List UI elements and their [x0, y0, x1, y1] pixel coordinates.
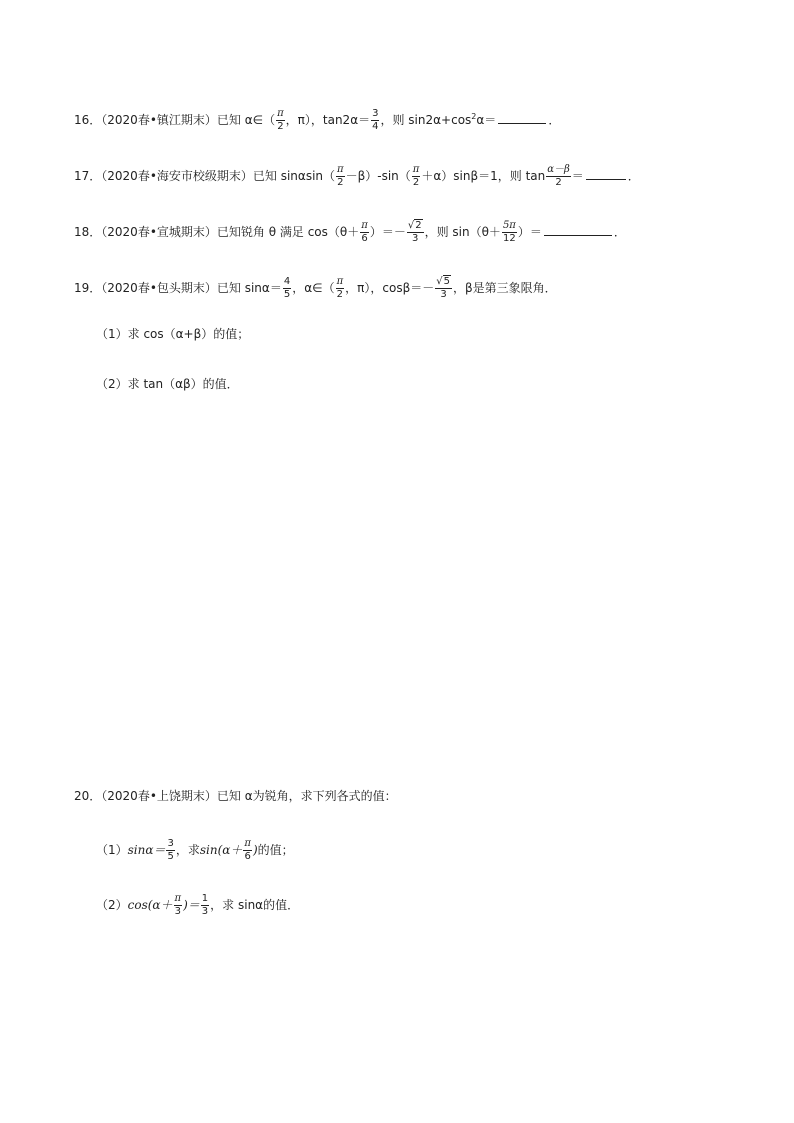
q20-part-1: [96, 838, 754, 863]
q16-number: 16．: [74, 113, 102, 127]
sqrt-symbol: √2: [407, 220, 422, 231]
q18-source: （2020春•宣城期末）: [101, 225, 217, 239]
q17-fraction-pi-2: $\frac{\pi}{2}$: [337, 164, 344, 188]
q20-part-2-label: （2）: [96, 898, 128, 912]
sqrt-symbol: √5: [436, 276, 450, 287]
q19-text: ，β是第三象限角．: [452, 281, 557, 295]
q19-part-2: （2）求 tan（αβ）的值．: [96, 377, 239, 391]
q19-fraction-sqrt5-3: $\frac{√5}{3}$: [436, 276, 450, 300]
q19-fraction-pi-2: $\frac{\pi}{2}$: [336, 276, 344, 300]
q16-end: ．: [548, 113, 561, 127]
q18-end: ．: [613, 225, 626, 239]
q16-superscript: 2: [471, 112, 477, 121]
q16-answer-blank[interactable]: [498, 111, 546, 124]
q20-p2-text: ，求 sinα的值．: [210, 898, 300, 912]
q17-text: 已知 sinαsin（: [252, 169, 336, 183]
q19-source: （2020春•包头期末）: [101, 281, 217, 295]
q17-number: 17．: [74, 169, 102, 183]
q20-p1-text: sinα＝: [127, 843, 166, 857]
q20-text: 已知 α为锐角，求下列各式的值：: [216, 789, 397, 803]
q16-fraction-pi-2: $\frac{\pi}{2}$: [277, 108, 284, 132]
q17-fraction-pi-2-b: $\frac{\pi}{2}$: [412, 164, 420, 188]
q18-fraction-sqrt2-3: $\frac{√2}{3}$: [407, 220, 422, 244]
q19-text: ，π），cosβ＝－: [345, 281, 435, 295]
q20-p2-fraction-pi-3: $\frac{\pi}{3}$: [174, 893, 182, 917]
q20-p2-expr: )＝: [183, 898, 200, 912]
q20-part-2: [96, 893, 754, 918]
q18-number: 18．: [74, 225, 102, 239]
q17-end: ．: [627, 169, 640, 183]
question-18: [74, 220, 754, 245]
q17-text: ＋α）sinβ＝1，则 tan: [421, 169, 546, 183]
q16-text: ，则 sin2α+cos: [380, 113, 472, 127]
q16-text: α＝: [476, 113, 497, 127]
question-17: [74, 164, 754, 189]
q17-source: （2020春•海安市校级期末）: [101, 169, 253, 183]
question-16: [74, 108, 754, 133]
q17-fraction-alpha-beta: $\frac{\alpha-\beta}{2}$: [547, 164, 570, 188]
q18-fraction-5pi-12: $\frac{5\pi}{12}$: [502, 220, 516, 244]
q16-text: 已知 α∈（: [216, 113, 276, 127]
q18-fraction-pi-6: $\frac{\pi}{6}$: [361, 220, 368, 244]
q17-answer-blank[interactable]: [586, 167, 626, 180]
q20-source: （2020春•上饶期末）: [101, 789, 217, 803]
q19-part-1: （1）求 cos（α+β）的值；: [96, 327, 250, 341]
q20-p1-fraction-3-5: $\frac{3}{5}$: [167, 838, 174, 862]
q16-source: （2020春•镇江期末）: [101, 113, 217, 127]
q18-text: ）＝: [517, 225, 542, 239]
q20-p1-expr: sin(α＋: [199, 843, 243, 857]
q20-p1-expr: ): [252, 843, 258, 857]
q19-text: 已知 sinα＝: [216, 281, 282, 295]
q16-fraction-3-4: $\frac{3}{4}$: [372, 108, 379, 132]
q18-text: ，则 sin（θ＋: [424, 225, 501, 239]
q20-p2-fraction-1-3: $\frac{1}{3}$: [201, 893, 209, 917]
q20-p2-expr: cos(α＋: [127, 898, 173, 912]
q19-text: ，α∈（: [292, 281, 335, 295]
q18-text: 已知锐角 θ 满足 cos（θ＋: [216, 225, 360, 239]
q17-text: －β）-sin（: [345, 169, 411, 183]
q20-part-1-label: （1）: [96, 843, 128, 857]
question-19: [74, 276, 754, 301]
q20-p1-text: 的值；: [257, 843, 294, 857]
q17-text: ＝: [571, 169, 584, 183]
q20-p1-text: ，求: [175, 843, 200, 857]
question-20: [74, 789, 754, 803]
q18-answer-blank[interactable]: [544, 223, 612, 236]
q20-p1-fraction-pi-6: $\frac{\pi}{6}$: [244, 838, 251, 862]
q20-number: 20．: [74, 789, 102, 803]
q16-text: ，π），tan2α＝: [285, 113, 371, 127]
q18-text: ）＝－: [369, 225, 406, 239]
q19-fraction-4-5: $\frac{4}{5}$: [283, 276, 291, 300]
q19-number: 19．: [74, 281, 102, 295]
